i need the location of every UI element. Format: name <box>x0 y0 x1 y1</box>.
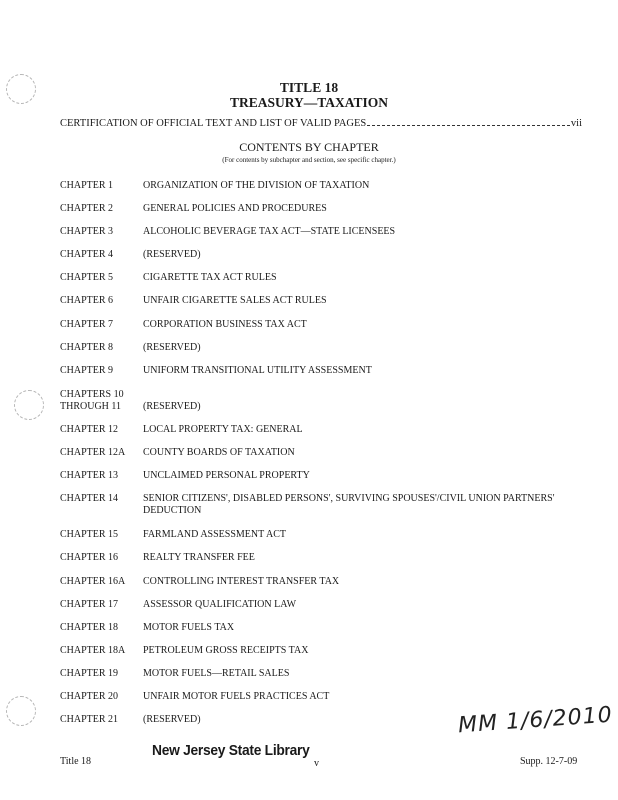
chapter-name: SENIOR CITIZENS', DISABLED PERSONS', SURVIVING SPOUSES'/CIVIL UNION PARTNERS' DEDUCTION <box>143 493 555 516</box>
certification-text: CERTIFICATION OF OFFICIAL TEXT AND LIST OF VALID PAGES <box>60 118 367 129</box>
chapter-name: CORPORATION BUSINESS TAX ACT <box>143 319 307 330</box>
chapter-number: CHAPTER 6 <box>60 295 114 306</box>
chapter-name: PETROLEUM GROSS RECEIPTS TAX <box>143 645 309 656</box>
chapter-number: CHAPTER 12 <box>60 424 119 435</box>
chapter-number: CHAPTER 20 <box>60 691 119 702</box>
chapter-name: ALCOHOLIC BEVERAGE TAX ACT—STATE LICENSEES <box>143 226 396 237</box>
chapter-number: CHAPTER 8 <box>60 342 114 353</box>
chapter-number: CHAPTER 12A <box>60 447 126 458</box>
chapter-name: UNFAIR CIGARETTE SALES ACT RULES <box>143 295 327 306</box>
chapter-name: LOCAL PROPERTY TAX: GENERAL <box>143 424 303 435</box>
certification-page: vii <box>570 118 582 129</box>
handwritten-note: MM 1/6/2010 <box>457 702 614 739</box>
chapter-name: REALTY TRANSFER FEE <box>143 552 255 563</box>
chapter-number: CHAPTER 13 <box>60 470 119 481</box>
chapter-name: (RESERVED) <box>143 401 201 412</box>
chapter-number: CHAPTER 14 <box>60 493 119 504</box>
chapter-number: CHAPTER 7 <box>60 319 114 330</box>
chapter-number: CHAPTER 9 <box>60 365 114 376</box>
chapter-number: CHAPTER 17 <box>60 599 119 610</box>
chapter-name: CIGARETTE TAX ACT RULES <box>143 272 277 283</box>
certification-entry <box>60 118 582 129</box>
chapter-number: CHAPTER 18A <box>60 645 126 656</box>
chapter-number: CHAPTER 3 <box>60 226 114 237</box>
chapter-number: CHAPTER 19 <box>60 668 119 679</box>
title-line-2: TREASURY—TAXATION <box>229 95 389 110</box>
chapter-number: CHAPTER 15 <box>60 529 119 540</box>
chapter-number: CHAPTER 1 <box>60 180 114 191</box>
footer-title: Title 18 <box>60 756 92 767</box>
page-number: v <box>314 758 319 769</box>
chapter-number: CHAPTER 5 <box>60 272 114 283</box>
dot-leader <box>367 125 570 126</box>
chapter-number: CHAPTER 16 <box>60 552 119 563</box>
chapter-name: CONTROLLING INTEREST TRANSFER TAX <box>143 576 340 587</box>
chapter-name: MOTOR FUELS TAX <box>143 622 235 633</box>
chapter-number: CHAPTER 16A <box>60 576 126 587</box>
chapter-number: CHAPTER 18 <box>60 622 119 633</box>
chapter-name: COUNTY BOARDS OF TAXATION <box>143 447 295 458</box>
chapter-name: (RESERVED) <box>143 714 201 725</box>
contents-note: (For contents by subchapter and section, see specific chapter.) <box>222 156 396 164</box>
supplement-date: Supp. 12-7-09 <box>520 756 578 767</box>
chapter-number: CHAPTER 21 <box>60 714 119 725</box>
chapter-number: CHAPTER 2 <box>60 203 114 214</box>
chapter-name: FARMLAND ASSESSMENT ACT <box>143 529 286 540</box>
library-stamp: New Jersey State Library <box>152 742 310 759</box>
chapter-name: MOTOR FUELS—RETAIL SALES <box>143 668 290 679</box>
chapter-name: (RESERVED) <box>143 342 201 353</box>
chapter-name: (RESERVED) <box>143 249 201 260</box>
chapter-number: CHAPTERS 10 THROUGH 11 <box>60 389 124 412</box>
contents-heading: CONTENTS BY CHAPTER <box>239 140 379 154</box>
punch-hole-middle <box>14 390 44 420</box>
title-line-1: TITLE 18 <box>279 80 339 95</box>
chapter-number: CHAPTER 4 <box>60 249 114 260</box>
chapter-name: GENERAL POLICIES AND PROCEDURES <box>143 203 327 214</box>
punch-hole-bottom <box>6 696 36 726</box>
chapter-name: UNCLAIMED PERSONAL PROPERTY <box>143 470 310 481</box>
chapter-name: UNIFORM TRANSITIONAL UTILITY ASSESSMENT <box>143 365 372 376</box>
chapter-name: UNFAIR MOTOR FUELS PRACTICES ACT <box>143 691 330 702</box>
chapter-name: ORGANIZATION OF THE DIVISION OF TAXATION <box>143 180 370 191</box>
chapter-name: ASSESSOR QUALIFICATION LAW <box>143 599 297 610</box>
